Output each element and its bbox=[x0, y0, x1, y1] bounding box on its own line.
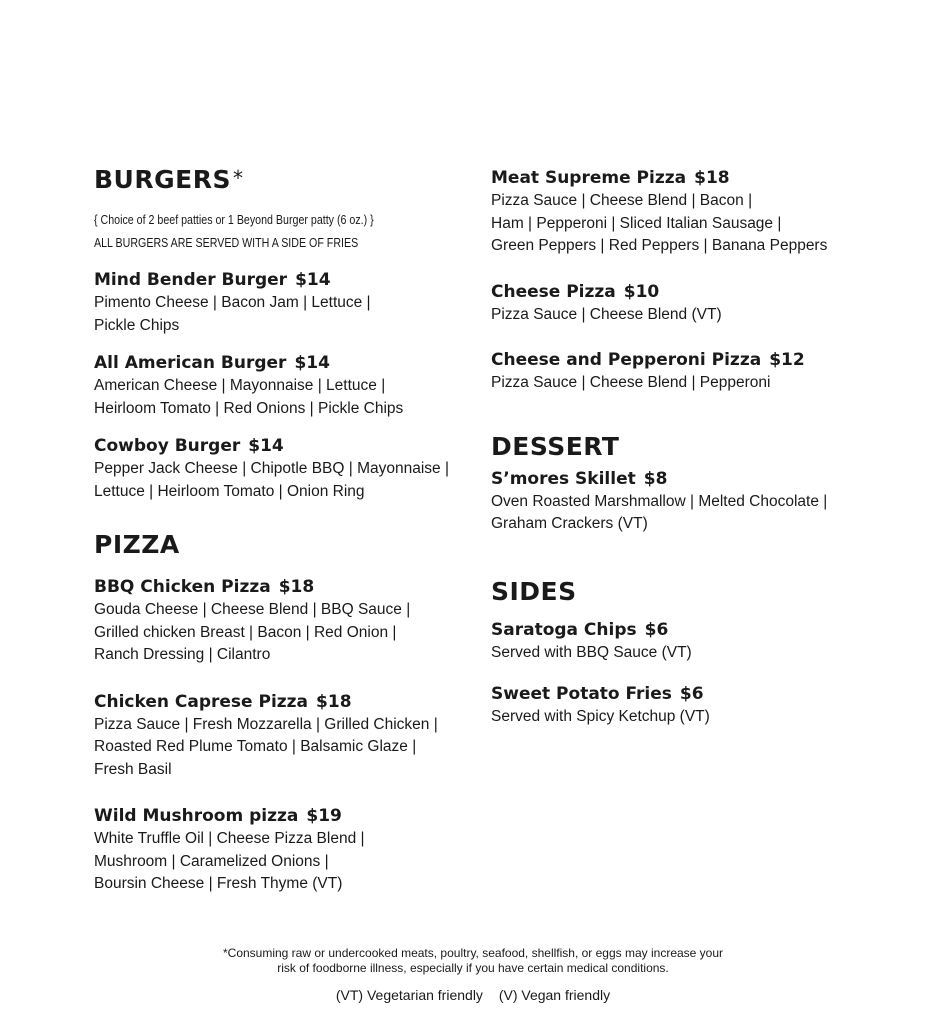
menu-item-price: $8 bbox=[643, 468, 668, 489]
menu-item-price: $18 bbox=[694, 168, 730, 188]
right-column bbox=[491, 164, 911, 729]
menu-item-price: $6 bbox=[679, 684, 704, 704]
description-line: Ham | Pepperoni | Sliced Italian Sausage | bbox=[491, 214, 782, 232]
burgers-fries-note: ALL BURGERS ARE SERVED WITH A SIDE OF FRIES bbox=[94, 235, 359, 250]
description-line: Grilled chicken Breast | Bacon | Red Onion | bbox=[94, 623, 397, 641]
menu-item-name: Mind Bender Burger bbox=[94, 270, 288, 290]
menu-item-meat-supreme-pizza bbox=[491, 166, 911, 258]
menu-item-title bbox=[94, 804, 464, 828]
menu-item-price: $6 bbox=[644, 619, 669, 640]
menu-item-name: All American Burger bbox=[94, 353, 287, 373]
menu-item-title bbox=[491, 166, 911, 190]
menu-item-name: Saratoga Chips bbox=[491, 619, 637, 640]
description-line: Mushroom | Caramelized Onions | bbox=[94, 852, 329, 870]
menu-item-description bbox=[491, 304, 911, 327]
burgers-notes bbox=[94, 208, 464, 254]
section-title-dessert: DESSERT bbox=[491, 431, 620, 461]
menu-item-description bbox=[491, 706, 911, 729]
menu-item-title bbox=[94, 434, 464, 458]
menu-item-chicken-caprese-pizza bbox=[94, 690, 464, 782]
description-line: Lettuce | Heirloom Tomato | Onion Ring bbox=[94, 482, 365, 500]
menu-item-price: $19 bbox=[306, 806, 342, 826]
menu-item-price: $14 bbox=[248, 436, 284, 456]
menu-item-title bbox=[491, 618, 911, 642]
menu-item-name: Chicken Caprese Pizza bbox=[94, 691, 309, 712]
left-column bbox=[94, 164, 464, 896]
burgers-patty-note: { Choice of 2 beef patties or 1 Beyond Burger patty (6 oz.) } bbox=[94, 212, 374, 227]
burgers-title-asterisk: * bbox=[232, 166, 244, 190]
menu-item-description bbox=[491, 372, 911, 395]
menu-item-description bbox=[94, 458, 464, 503]
description-line: Heirloom Tomato | Red Onions | Pickle Chips bbox=[94, 399, 404, 417]
disclaimer-line: risk of foodborne illness, especially if you have certain medical conditions. bbox=[277, 961, 669, 975]
description-line: Fresh Basil bbox=[94, 760, 172, 778]
menu-item-bbq-chicken-pizza bbox=[94, 575, 464, 667]
menu-item-price: $10 bbox=[623, 281, 660, 302]
menu-item-sweet-potato-fries bbox=[491, 682, 911, 729]
menu-item-price: $18 bbox=[278, 577, 315, 597]
menu-item-cowboy-burger bbox=[94, 434, 464, 503]
menu-item-price: $18 bbox=[316, 691, 352, 712]
menu-item-description bbox=[94, 714, 464, 782]
menu-item-smores-skillet bbox=[491, 467, 911, 536]
menu-item-price: $12 bbox=[769, 350, 805, 370]
section-title-burgers bbox=[94, 164, 464, 196]
description-line: Green Peppers | Red Peppers | Banana Peppers bbox=[491, 237, 828, 254]
menu-item-title bbox=[94, 575, 464, 599]
menu-item-description bbox=[491, 491, 911, 536]
menu-item-wild-mushroom-pizza bbox=[94, 804, 464, 896]
description-line: Pizza Sauce | Cheese Blend (VT) bbox=[491, 305, 722, 323]
menu-item-description bbox=[491, 642, 911, 665]
menu-item-price: $14 bbox=[294, 353, 330, 373]
menu-item-mind-bender-burger bbox=[94, 268, 464, 337]
menu-item-cheese-pizza bbox=[491, 280, 911, 327]
menu-item-description bbox=[94, 292, 464, 337]
menu-item-description bbox=[94, 375, 464, 420]
menu-item-title bbox=[94, 690, 464, 714]
menu-item-description bbox=[94, 599, 464, 667]
description-line: Served with Spicy Ketchup (VT) bbox=[491, 708, 710, 725]
disclaimer-line: *Consuming raw or undercooked meats, poultry, seafood, shellfish, or eggs may increase your bbox=[222, 946, 724, 960]
section-title-sides: SIDES bbox=[491, 576, 577, 606]
description-line: Pickle Chips bbox=[94, 316, 180, 334]
description-line: Graham Crackers (VT) bbox=[491, 515, 648, 532]
menu-item-name: Meat Supreme Pizza bbox=[491, 168, 687, 188]
menu-item-description bbox=[491, 190, 911, 258]
description-line: Gouda Cheese | Cheese Blend | BBQ Sauce | bbox=[94, 601, 411, 618]
menu-item-name: Wild Mushroom pizza bbox=[94, 806, 299, 826]
menu-item-name: BBQ Chicken Pizza bbox=[94, 577, 271, 597]
menu-item-title bbox=[491, 280, 911, 304]
description-line: Served with BBQ Sauce (VT) bbox=[491, 643, 692, 661]
dietary-legend bbox=[0, 986, 946, 1004]
menu-item-name: Sweet Potato Fries bbox=[491, 684, 672, 704]
description-line: Boursin Cheese | Fresh Thyme (VT) bbox=[94, 875, 343, 892]
burgers-title-text: BURGERS bbox=[94, 165, 231, 194]
description-line: Ranch Dressing | Cilantro bbox=[94, 646, 271, 663]
description-line: American Cheese | Mayonnaise | Lettuce | bbox=[94, 377, 386, 394]
menu-item-saratoga-chips bbox=[491, 618, 911, 665]
menu-item-title bbox=[491, 682, 911, 706]
description-line: Pizza Sauce | Cheese Blend | Bacon | bbox=[491, 192, 753, 209]
menu-item-description bbox=[94, 828, 464, 896]
menu-item-name: Cowboy Burger bbox=[94, 436, 241, 456]
description-line: White Truffle Oil | Cheese Pizza Blend | bbox=[94, 830, 365, 847]
menu-item-name: S’mores Skillet bbox=[491, 468, 636, 489]
legend-vegetarian: (VT) Vegetarian friendly bbox=[335, 987, 483, 1003]
menu-item-title bbox=[94, 268, 464, 292]
description-line: Roasted Red Plume Tomato | Balsamic Glaze | bbox=[94, 738, 417, 755]
section-title-pizza: PIZZA bbox=[94, 530, 180, 559]
description-line: Pimento Cheese | Bacon Jam | Lettuce | bbox=[94, 294, 371, 311]
description-line: Oven Roasted Marshmallow | Melted Chocolate | bbox=[491, 492, 828, 510]
menu-item-title bbox=[491, 348, 911, 372]
description-line: Pepper Jack Cheese | Chipotle BBQ | Mayonnaise | bbox=[94, 460, 449, 477]
menu-item-all-american-burger bbox=[94, 351, 464, 420]
legend-vegan: (V) Vegan friendly bbox=[498, 987, 611, 1003]
menu-item-name: Cheese Pizza bbox=[491, 281, 616, 302]
description-line: Pizza Sauce | Cheese Blend | Pepperoni bbox=[491, 374, 771, 391]
menu-item-price: $14 bbox=[295, 270, 331, 290]
food-safety-disclaimer bbox=[0, 946, 946, 976]
menu-item-title bbox=[491, 467, 911, 491]
menu-item-cheese-and-pepperoni-pizza bbox=[491, 348, 911, 395]
description-line: Pizza Sauce | Fresh Mozzarella | Grilled Chicken | bbox=[94, 715, 438, 733]
menu-item-title bbox=[94, 351, 464, 375]
menu-item-name: Cheese and Pepperoni Pizza bbox=[491, 350, 762, 370]
